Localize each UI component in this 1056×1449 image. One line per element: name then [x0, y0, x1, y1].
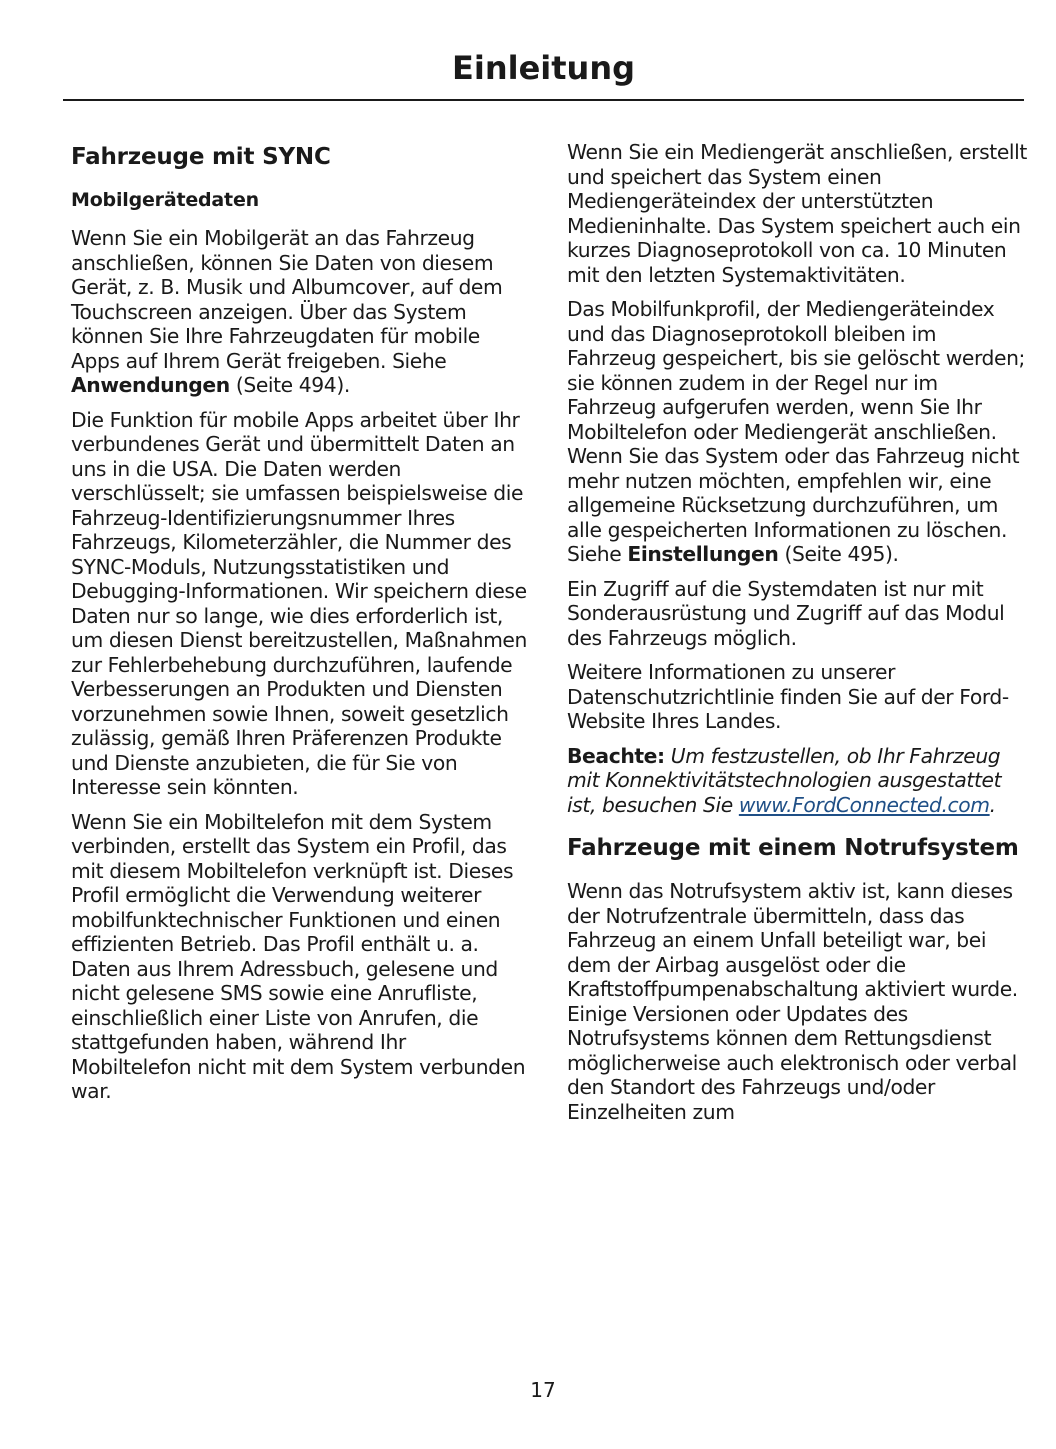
fordconnected-link[interactable]: www.FordConnected.com — [738, 792, 990, 817]
paragraph-mobile-apps: Die Funktion für mobile Apps arbeitet über Ihr verbundenes Gerät und übermittelt Daten an uns in die USA. Die Daten werden verschlüsselt; sie umfassen beispielsweise die Fahrzeug-Identifizierungsnummer Ihres Fahrzeugs, Kilometerzähler, die Nummer des SYNC-Moduls, Nutzungsstatistiken und Debugging-Informationen. Wir speichern diese Daten nur so lange, wie dies erforderlich ist, um diesen Dienst bereitzustellen, Maßnahmen zur Fehlerbehebung durchzuführen, laufende Verbesserungen an Produkten und Diensten vorzunehmen sowie Ihnen, soweit gesetzlich zulässig, gemäß Ihren Präferenzen Produkte und Dienste anzubieten, die für Sie von Interesse sein könnten. — [71, 407, 527, 799]
note-body: Um festzustellen, ob Ihr Fahrzeug mit Konnektivitätstechnologien ausgestattet ist, besuchen Sie — [567, 743, 1002, 817]
paragraph-mobile-device — [71, 226, 531, 398]
note-end: . — [989, 792, 996, 817]
left-column — [71, 140, 531, 1114]
page-header — [63, 44, 1024, 101]
paragraph-emergency-system: Wenn das Notrufsystem aktiv ist, kann dieses der Notrufzentrale übermitteln, dass das Fahrzeug an einem Unfall beteiligt war, bei dem der Airbag ausgelöst oder die Kraftstoffpumpenabschaltung aktiviert wurde. Einige Versionen oder Updates des Notrufsystems können dem Rettungsdienst möglicherweise auch elektronisch oder verbal den Standort des Fahrzeugs und/oder Einzelheiten zum — [567, 879, 1018, 1124]
page-reference: (Seite 494). — [229, 373, 350, 397]
paragraph-text: Das Mobilfunkprofil, der Mediengeräteindex und das Diagnoseprotokoll bleiben im Fahrzeug gespeichert, bis sie gelöscht werden; sie können zudem in der Regel nur im Fahrzeug aufgerufen werden, wenn Sie Ihr Mobiltelefon oder Mediengerät anschließen. Wenn Sie das System oder das Fahrzeug nicht mehr nutzen möchten, empfehlen wir, eine allgemeine Rücksetzung durchzuführen, um alle gespeicherten Informationen zu löschen. Siehe — [567, 297, 1025, 566]
paragraph-media-device: Wenn Sie ein Mediengerät anschließen, erstellt und speichert das System einen Mediengeräteindex der unterstützten Medieninhalte. Das System speichert auch ein kurzes Diagnoseprotokoll von ca. 10 Minuten mit den letzten Systemaktivitäten. — [567, 140, 1027, 287]
section-heading-sync: Fahrzeuge mit SYNC — [71, 144, 331, 170]
cross-reference-link-anwendungen[interactable]: Anwendungen — [71, 373, 230, 397]
note-box — [567, 744, 1027, 818]
page-number: 17 — [530, 1378, 556, 1402]
section-heading-emergency: Fahrzeuge mit einem Notrufsystem — [567, 835, 1019, 861]
page-title: Einleitung — [451, 49, 635, 87]
paragraph-privacy-policy: Weitere Informationen zu unserer Datenschutzrichtlinie finden Sie auf der Ford-Website Ihres Landes. — [567, 660, 1009, 733]
cross-reference-link-einstellungen[interactable]: Einstellungen — [627, 542, 779, 566]
paragraph-phone-profile: Wenn Sie ein Mobiltelefon mit dem System verbinden, erstellt das System ein Profil, das mit diesem Mobiltelefon verknüpft ist. Dieses Profil ermöglicht die Verwendung weiterer mobilfunktechnischer Funktionen und einen effizienten Betrieb. Das Profil enthält u. a. Daten aus Ihrem Adressbuch, gelesene und nicht gelesene SMS sowie eine Anrufliste, einschließlich einer Liste von Anrufen, die stattgefunden haben, während Ihr Mobiltelefon nicht mit dem System verbunden war. — [71, 809, 526, 1103]
paragraph-text: Wenn Sie ein Mobilgerät an das Fahrzeug anschließen, können Sie Daten von diesem Gerät, z. B. Musik und Albumcover, auf dem Touchscreen anzeigen. Über das System können Sie Ihre Fahrzeugdaten für mobile Apps auf Ihrem Gerät freigeben. Siehe — [71, 226, 503, 373]
paragraph-system-data-access: Ein Zugriff auf die Systemdaten ist nur mit Sonderausrüstung und Zugriff auf das Modul des Fahrzeugs möglich. — [567, 576, 1005, 650]
paragraph-data-storage — [567, 297, 1027, 567]
right-column — [567, 140, 1027, 1134]
subheading-mobile-device-data: Mobilgerätedaten — [71, 189, 259, 211]
note-label: Beachte: — [567, 743, 665, 768]
page-reference: (Seite 495). — [778, 542, 899, 566]
